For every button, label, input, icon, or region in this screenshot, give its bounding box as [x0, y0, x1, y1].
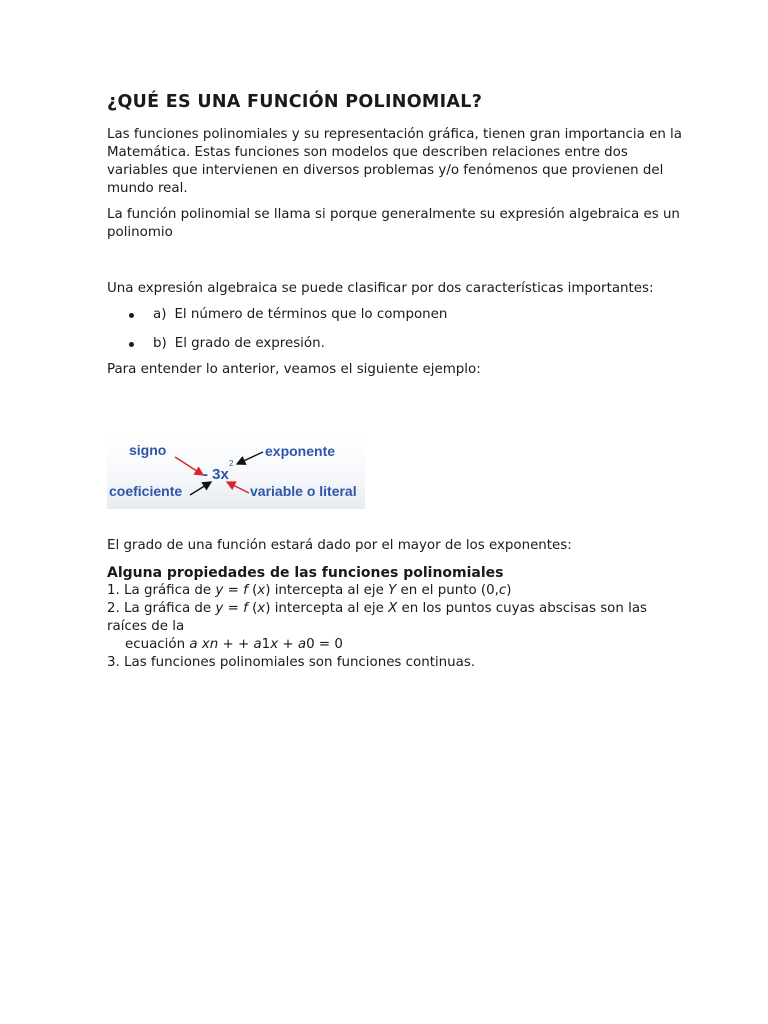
list-marker: b): [153, 336, 167, 351]
coeficiente-arrow: [190, 482, 211, 495]
property-2: 2. La gráfica de y = f (x) intercepta al eje X en los puntos cuyas abscisas son las raíces de la: [107, 601, 648, 634]
property-3: 3. Las funciones polinomiales son funciones continuas.: [107, 655, 476, 670]
classification-paragraph: Una expresión algebraica se puede clasificar por dos características importantes:: [107, 281, 654, 296]
variable-label: variable o literal: [250, 483, 357, 499]
properties-section: [107, 564, 682, 672]
intro-paragraph: Las funciones polinomiales y su representación gráfica, tienen gran importancia en la Matemática. Estas funciones son modelos que describen relaciones entre dos variables que intervienen en diversos problemas y/o fenómenos que provienen del mundo real.: [107, 127, 682, 196]
characteristics-list: [107, 306, 682, 353]
exponente-label: exponente: [265, 443, 336, 459]
property-1: 1. La gráfica de y = f (x) intercepta al eje Y en el punto (0,c): [107, 583, 512, 598]
property-2-equation: ecuación a xn + + a1x + a0 = 0: [125, 637, 343, 652]
list-item: [129, 306, 682, 324]
document-page: [107, 90, 682, 672]
list-marker: a): [153, 307, 167, 322]
list-item: [129, 335, 682, 353]
degree-paragraph: El grado de una función estará dado por el mayor de los exponentes:: [107, 538, 572, 553]
list-item-text: El número de términos que lo componen: [174, 307, 448, 322]
example-intro-paragraph: Para entender lo anterior, veamos el siguiente ejemplo:: [107, 362, 481, 377]
list-item-text: El grado de expresión.: [174, 336, 325, 351]
exponent-superscript: 2: [229, 459, 234, 468]
definition-paragraph: La función polinomial se llama si porque generalmente su expresión algebraica es un polinomio: [107, 207, 680, 240]
algebraic-term: - 3x: [203, 466, 229, 483]
page-title: ¿QUÉ ES UNA FUNCIÓN POLINOMIAL?: [107, 92, 483, 112]
algebraic-term-figure: [107, 435, 365, 509]
exponente-arrow: [237, 452, 263, 464]
signo-label: signo: [129, 442, 167, 458]
variable-arrow: [227, 482, 249, 493]
coeficiente-label: coeficiente: [109, 483, 183, 499]
properties-heading: Alguna propiedades de las funciones polinomiales: [107, 565, 504, 581]
signo-arrow: [175, 457, 203, 475]
